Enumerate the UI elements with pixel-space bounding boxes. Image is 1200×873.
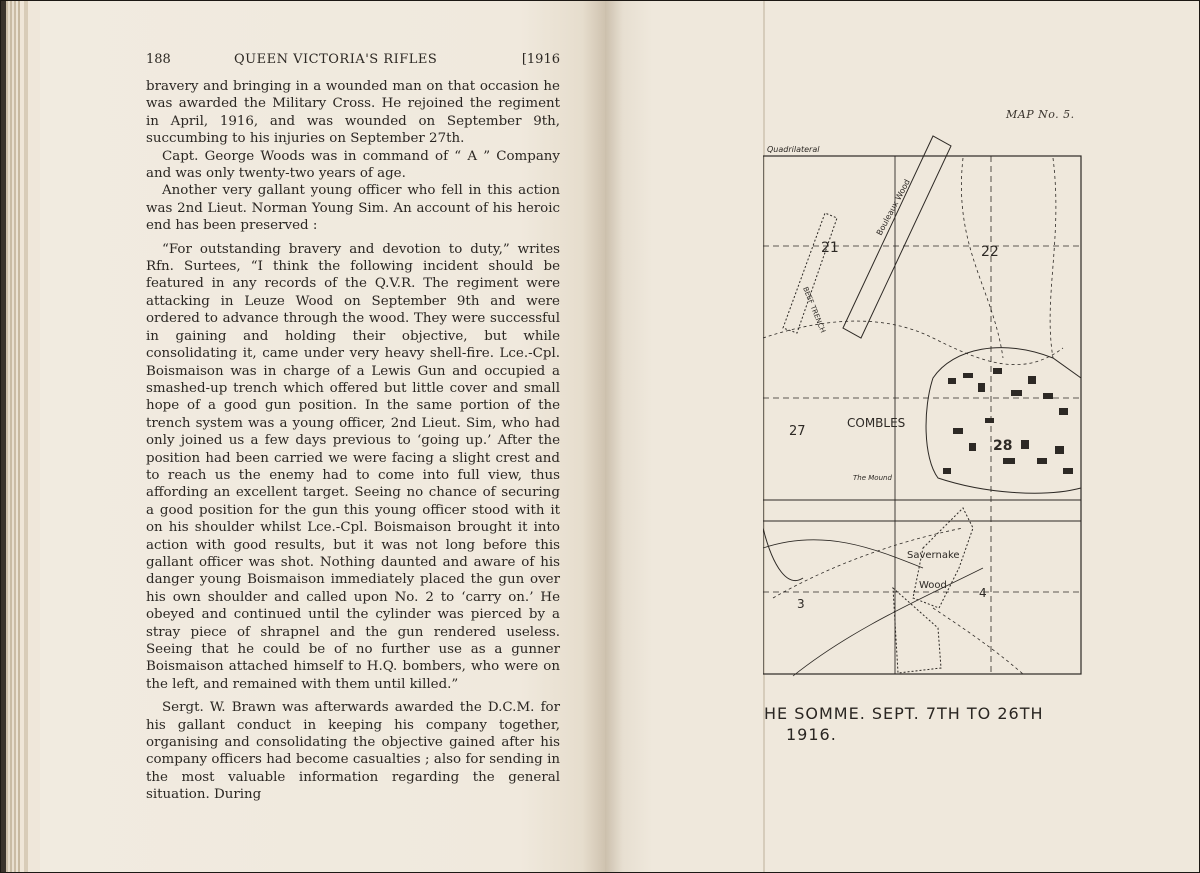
combles-label: COMBLES xyxy=(847,416,906,430)
page-edges xyxy=(0,0,40,873)
savernake-label: Savernake xyxy=(907,550,960,561)
paragraph: Capt. George Woods was in command of “ A ” Company and was only twenty-two years of age. xyxy=(146,148,560,182)
header-year: [1916 xyxy=(521,52,560,67)
road xyxy=(763,540,923,568)
paragraph: bravery and bringing in a wounded man on that occasion he was awarded the Military Cross. He rejoined the regiment in April, 1916, and was wounded on September 9th, succumbing to his injuries on September 27th. xyxy=(146,79,560,147)
map-frame xyxy=(763,156,1081,674)
wood-label: Wood xyxy=(919,580,947,591)
paragraph: Another very gallant young officer who fell in this action was 2nd Lieut. Norman Young Sim. An account of his heroic end has been preserved : xyxy=(146,183,560,234)
running-head xyxy=(146,52,560,70)
somme-map xyxy=(763,128,1083,698)
quadrilateral-label: Quadrilateral xyxy=(767,145,820,154)
page-number: 188 xyxy=(146,52,171,67)
map-caption xyxy=(764,704,1084,744)
caption-line-1: HE SOMME. SEPT. 7TH TO 26TH xyxy=(764,704,1044,723)
square-22-label: 22 xyxy=(981,244,999,260)
caption-line-2: 1916. xyxy=(786,725,837,744)
square-27-label: 27 xyxy=(789,424,806,439)
square-4-label: 4 xyxy=(979,586,987,600)
boundary xyxy=(763,528,803,581)
body-text xyxy=(146,78,560,804)
bouleaux-wood-strip xyxy=(843,136,951,338)
road xyxy=(933,608,1023,674)
bouleaux-wood-label: Bouleaux Wood xyxy=(874,177,912,237)
square-28-label: 28 xyxy=(993,438,1013,454)
the-mound-label: The Mound xyxy=(853,474,892,482)
square-21-label: 21 xyxy=(821,240,839,256)
trench-strip xyxy=(783,213,837,333)
header-title: QUEEN VICTORIA'S RIFLES xyxy=(234,52,438,67)
square-3-label: 3 xyxy=(797,597,805,611)
road xyxy=(763,321,1063,365)
road xyxy=(1050,158,1056,358)
beef-trench-label: BEEF TRENCH xyxy=(801,285,827,335)
map-number-label: MAP No. 5. xyxy=(1006,108,1075,121)
paragraph: Sergt. W. Brawn was afterwards awarded the D.C.M. for his gallant conduct in keeping his company together, organising and consolidating the objective gained after his company officers had become casualties ; also for sending in the most valuable information regarding the general situation. During xyxy=(146,700,560,803)
paragraph: “For outstanding bravery and devotion to duty,” writes Rfn. Surtees, “I think the following incident should be featured in any records of the Q.V.R. The regiment were attacking in Leuze Wood on September 9th and were ordered to advance through the wood. They were successful in gaining and holding their objective, but while consolidating it, came under very heavy shell-fire. Lce.-Cpl. Boismaison was in charge of a Lewis Gun and occupied a smashed-up trench which offered but little cover and small hope of a good gun position. In the same portion of the trench system was a young officer, 2nd Lieut. Sim, who had only joined us a few days previous to ‘going up.’ After the position had been carried we were facing a slight crest and to reach us the enemy had to come into full view, thus affording an excellent target. Seeing no chance of securing a good position for the gun this young officer stood with it on his shoulder whilst Lce.-Cpl. Boismaison brought it into action with good results, but it was not long before this gallant officer was shot. Nothing daunted and aware of his danger young Boismaison immediately placed the gun over his own shoulder and called upon No. 2 to ‘carry on.’ He obeyed and continued until the cylinder was pierced by a stray piece of shrapnel and the gun rendered useless. Seeing that he could be of no further use as a gunner Boismaison attached himself to H.Q. bombers, who were on the left, and remained with them until killed.” xyxy=(146,241,560,692)
